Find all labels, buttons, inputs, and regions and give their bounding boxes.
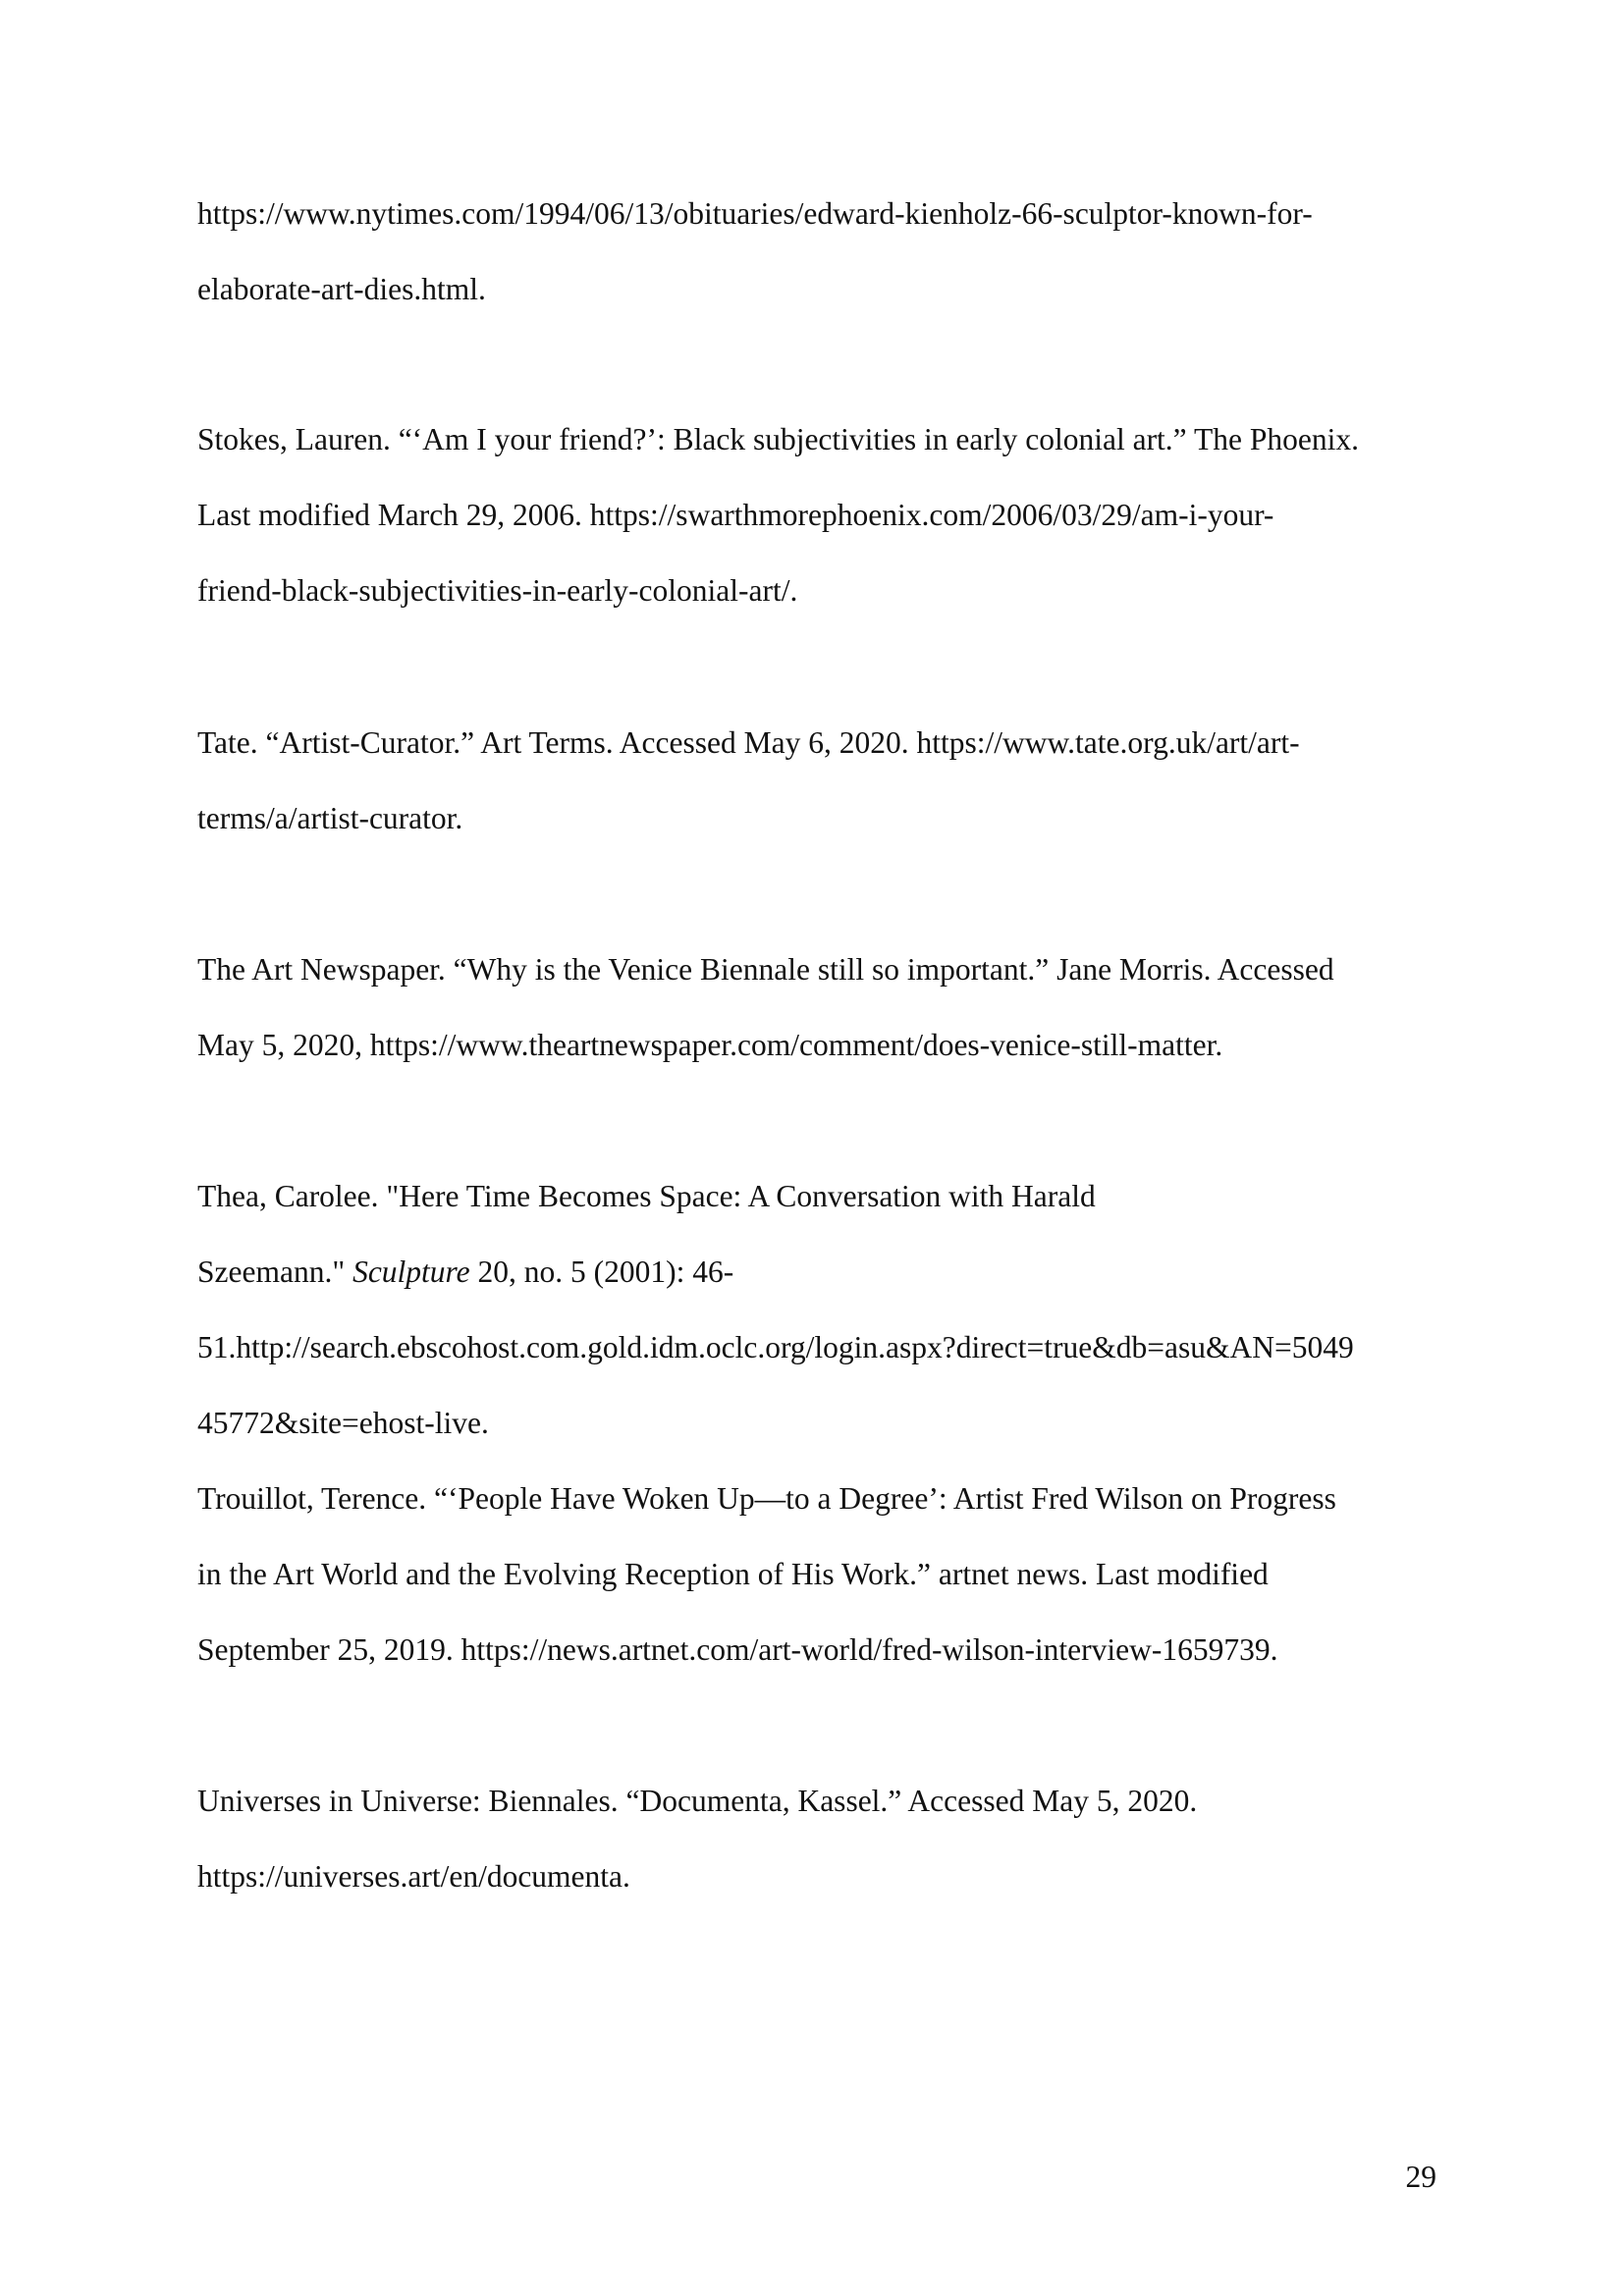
entry-line: https://www.nytimes.com/1994/06/13/obituaries/edward-kienholz-66-sculptor-known-for- [197, 196, 1313, 231]
entry-line: terms/a/artist-curator. [197, 801, 463, 835]
entry-line: in the Art World and the Evolving Reception of His Work.” artnet news. Last modified [197, 1557, 1269, 1591]
entry-line: 51.http://search.ebscohost.com.gold.idm.oclc.org/login.aspx?direct=true&db=asu&AN=5049 [197, 1330, 1354, 1364]
journal-title: Sculpture [352, 1255, 470, 1289]
entry-line: September 25, 2019. https://news.artnet.com/art-world/fred-wilson-interview-1659739. [197, 1632, 1278, 1667]
entry-line: 45772&site=ehost-live. [197, 1406, 489, 1440]
bibliography-entry-art-newspaper [197, 932, 1474, 1083]
bibliography-entry-stokes [197, 401, 1474, 628]
entry-line: Tate. “Artist-Curator.” Art Terms. Accessed May 6, 2020. https://www.tate.org.uk/art/art- [197, 725, 1300, 760]
bibliography-entry-trouillot [197, 1461, 1474, 1687]
entry-text: 20, no. 5 (2001): 46- [469, 1255, 734, 1289]
entry-line: Last modified March 29, 2006. https://swarthmorephoenix.com/2006/03/29/am-i-your- [197, 498, 1274, 532]
entry-line [197, 1234, 1474, 1309]
entry-line: elaborate-art-dies.html. [197, 272, 486, 306]
entry-line: Stokes, Lauren. “‘Am I your friend?’: Black subjectivities in early colonial art.” The Phoenix. [197, 422, 1359, 456]
page-number: 29 [1405, 2160, 1436, 2194]
bibliography-entry-kienholz-continuation [197, 176, 1474, 327]
entry-line: Universes in Universe: Biennales. “Documenta, Kassel.” Accessed May 5, 2020. [197, 1784, 1198, 1818]
entry-line: Trouillot, Terence. “‘People Have Woken Up—to a Degree’: Artist Fred Wilson on Progress [197, 1481, 1336, 1516]
entry-line: friend-black-subjectivities-in-early-colonial-art/. [197, 573, 798, 608]
entry-text: Szeemann." [197, 1255, 353, 1289]
bibliography-entry-universes [197, 1763, 1474, 1914]
entry-line: May 5, 2020, https://www.theartnewspaper.com/comment/does-venice-still-matter. [197, 1028, 1223, 1062]
entry-line: The Art Newspaper. “Why is the Venice Biennale still so important.” Jane Morris. Accessed [197, 952, 1334, 987]
bibliography-entry-thea [197, 1158, 1474, 1461]
entry-line: Thea, Carolee. "Here Time Becomes Space: A Conversation with Harald [197, 1179, 1096, 1213]
bibliography-entry-tate [197, 705, 1474, 856]
entry-line: https://universes.art/en/documenta. [197, 1859, 630, 1894]
